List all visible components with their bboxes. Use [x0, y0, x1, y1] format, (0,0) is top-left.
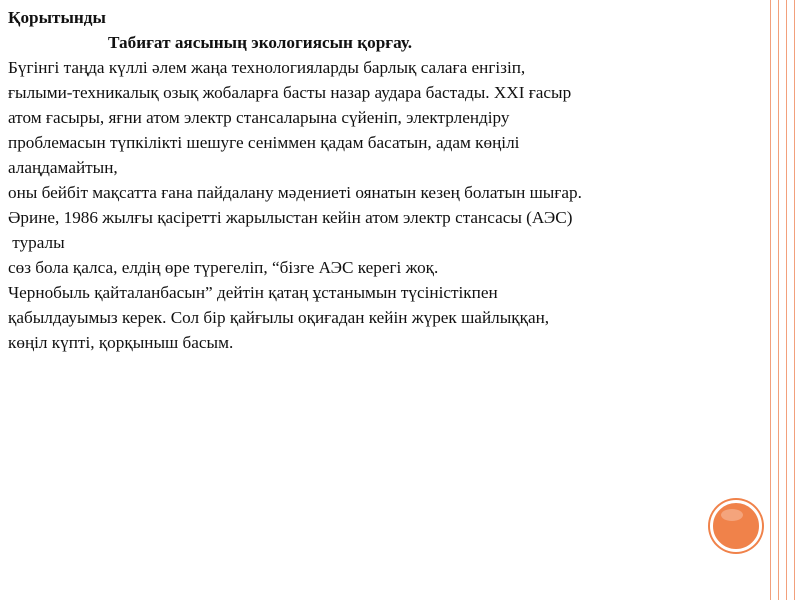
decorative-circle-icon — [710, 500, 762, 552]
frame-line — [786, 0, 787, 600]
frame-line — [778, 0, 779, 600]
text-line: туралы — [8, 233, 65, 252]
text-line: атом ғасыры, яғни атом электр стансаларына сүйеніп, электрлендіру — [8, 108, 510, 127]
subtitle: Табиғат аясының экологиясын қорғау. — [108, 33, 412, 52]
text-line: проблемасын түпкілікті шешуге сеніммен қадам басатын, адам көңілі — [8, 133, 520, 152]
document-body — [8, 5, 763, 355]
text-line: Әрине, 1986 жылғы қасіретті жарылыстан кейін атом электр стансасы (АЭС) — [8, 208, 573, 227]
heading: Қорытынды — [8, 8, 106, 27]
text-line: көңіл күпті, қорқыныш басым. — [8, 333, 234, 352]
text-line: алаңдамайтын, — [8, 158, 118, 177]
text-line: Бүгінгі таңда күллі әлем жаңа технологияларды барлық салаға енгізіп, — [8, 58, 526, 77]
frame-line — [770, 0, 771, 600]
text-line: оны бейбіт мақсатта ғана пайдалану мәдениеті оянатын кезең болатын шығар. — [8, 183, 582, 202]
text-line: сөз бола қалса, елдің өре түрегеліп, “бізге АЭС керегі жоқ. — [8, 258, 439, 277]
frame-line — [794, 0, 795, 600]
text-line: ғылыми-техникалық озық жобаларға басты назар аудара бастады. XXI ғасыр — [8, 83, 572, 102]
text-line: Чернобыль қайталанбасын” дейтін қатаң ұстанымын түсіністікпен — [8, 283, 498, 302]
text-line: қабылдауымыз керек. Сол бір қайғылы оқиғадан кейін жүрек шайлыққан, — [8, 308, 550, 327]
